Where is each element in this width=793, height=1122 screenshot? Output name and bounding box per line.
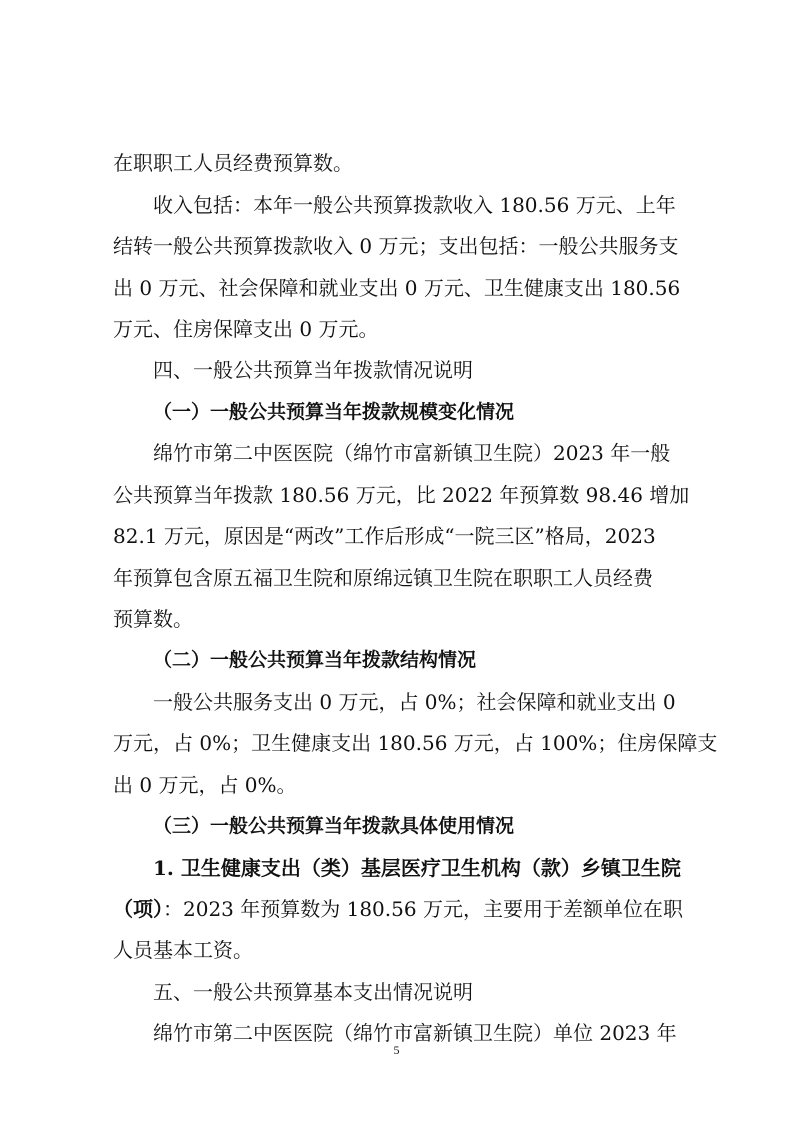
paragraph-line: 万元、住房保障支出 0 万元。: [113, 317, 379, 341]
paragraph-line: 人员基本工资。: [113, 938, 253, 962]
item-heading: 1. 卫生健康支出（类）基层医疗卫生机构（款）乡镇卫生院: [153, 856, 681, 880]
paragraph-line: 82.1 万元，原因是“两改”工作后形成“一院三区”格局，2023: [113, 524, 656, 548]
paragraph-line: 万元，占 0%；卫生健康支出 180.56 万元，占 100%；住房保障支: [113, 731, 718, 755]
paragraph-line: 年预算包含原五福卫生院和原绵远镇卫生院在职职工人员经费: [113, 566, 653, 590]
subsection-heading: （二）一般公共预算当年拨款结构情况: [153, 649, 477, 671]
paragraph-line: [113, 896, 683, 922]
item-text: ：2023 年预算数为 180.56 万元，主要用于差额单位在职: [163, 897, 683, 921]
paragraph-line: 出 0 万元、社会保障和就业支出 0 万元、卫生健康支出 180.56: [113, 276, 681, 300]
section-heading: 五、一般公共预算基本支出情况说明: [153, 980, 473, 1004]
subsection-heading: （三）一般公共预算当年拨款具体使用情况: [153, 815, 515, 837]
paragraph-line: 出 0 万元，占 0%。: [113, 773, 297, 797]
paragraph-line: 收入包括：本年一般公共预算拨款收入 180.56 万元、上年: [153, 193, 676, 217]
paragraph-line: 公共预算当年拨款 180.56 万元，比 2022 年预算数 98.46 增加: [113, 483, 690, 507]
paragraph-line: 一般公共服务支出 0 万元，占 0%；社会保障和就业支出 0: [153, 690, 676, 714]
paragraph-line: 结转一般公共预算拨款收入 0 万元；支出包括：一般公共服务支: [113, 234, 679, 258]
item-heading-suffix: （项）: [113, 897, 163, 921]
page-number: 5: [393, 1043, 400, 1057]
paragraph-line: 在职职工人员经费预算数。: [113, 151, 353, 175]
paragraph-line: 绵竹市第二中医医院（绵竹市富新镇卫生院）单位 2023 年: [153, 1021, 677, 1045]
paragraph-line: 绵竹市第二中医医院（绵竹市富新镇卫生院）2023 年一般: [153, 441, 671, 465]
paragraph-line: 预算数。: [113, 607, 193, 631]
subsection-heading: （一）一般公共预算当年拨款规模变化情况: [153, 401, 515, 423]
section-heading: 四、一般公共预算当年拨款情况说明: [153, 358, 473, 382]
